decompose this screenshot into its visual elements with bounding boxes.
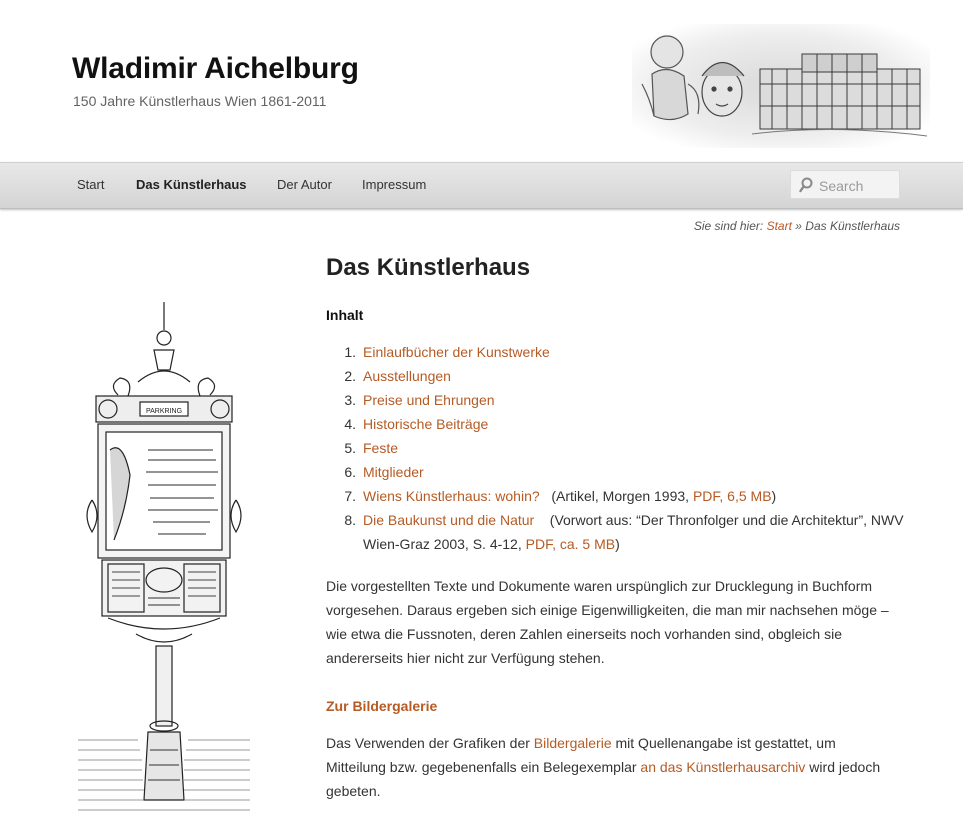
- page-title: Das Künstlerhaus: [326, 254, 531, 281]
- toc-number: 1.: [344, 344, 356, 360]
- nav-item-kuenstlerhaus[interactable]: Das Künstlerhaus: [136, 177, 247, 192]
- toc-link-preise[interactable]: Preise und Ehrungen: [363, 392, 495, 408]
- toc-link-ausstellungen[interactable]: Ausstellungen: [363, 368, 451, 384]
- search-input[interactable]: [817, 175, 899, 197]
- main-navigation: [0, 162, 963, 209]
- toc-number: 7.: [344, 488, 356, 504]
- search-icon: [799, 177, 813, 193]
- toc-number: 5.: [344, 440, 356, 456]
- toc-link-wiens-kuenstlerhaus[interactable]: Wiens Künstlerhaus: wohin?: [363, 488, 540, 504]
- toc-item: [326, 388, 926, 412]
- toc-note: (Vorwort aus: “Der Thronfolger und die Architektur”, NWV Wien-Graz 2003, S. 4-12,: [363, 512, 904, 552]
- toc-item: [326, 460, 926, 484]
- toc-note: (Artikel, Morgen 1993,: [551, 488, 693, 504]
- breadcrumb-prefix: Sie sind hier:: [693, 219, 764, 233]
- advertising-kiosk-illustration: [78, 300, 250, 818]
- breadcrumb-current: Das Künstlerhaus: [805, 219, 900, 233]
- toc-item: [326, 436, 926, 460]
- toc-number: 8.: [344, 512, 356, 528]
- toc-link-feste[interactable]: Feste: [363, 440, 399, 456]
- toc-number: 3.: [344, 392, 356, 408]
- toc-link-einlaufbuecher[interactable]: Einlaufbücher der Kunstwerke: [363, 344, 550, 360]
- site-title[interactable]: Wladimir Aichelburg: [72, 52, 359, 85]
- pdf-link[interactable]: PDF, ca. 5 MB: [525, 536, 616, 552]
- pdf-link[interactable]: PDF, 6,5 MB: [692, 488, 772, 504]
- site-description: 150 Jahre Künstlerhaus Wien 1861-2011: [73, 93, 327, 109]
- gallery-heading: Zur Bildergalerie: [326, 698, 438, 714]
- toc-item: [326, 412, 926, 436]
- toc-number: 6.: [344, 464, 356, 480]
- table-of-contents: [326, 340, 926, 556]
- nav-item-start[interactable]: Start: [77, 177, 105, 192]
- nav-item-autor[interactable]: Der Autor: [277, 177, 332, 192]
- toc-item: [326, 364, 926, 388]
- archive-link[interactable]: an das Künstlerhausarchiv: [640, 759, 806, 775]
- toc-link-baukunst[interactable]: Die Baukunst und die Natur: [363, 512, 535, 528]
- gallery-text-3: wird jedoch gebeten.: [326, 759, 881, 799]
- gallery-text-2: mit Quellenangabe ist gestattet, um Mitteilung bzw. gegebenenfalls ein Belegexemplar: [326, 735, 836, 775]
- gallery-paragraph: [326, 731, 886, 803]
- breadcrumb-separator: »: [795, 219, 802, 233]
- breadcrumb-start-link[interactable]: Start: [766, 219, 792, 233]
- search-box[interactable]: [790, 170, 900, 199]
- gallery-text-1: Das Verwenden der Grafiken der: [326, 735, 534, 751]
- toc-number: 4.: [344, 416, 356, 432]
- toc-item: [326, 340, 926, 364]
- kiosk-sign-label: PARKRING: [145, 408, 183, 415]
- toc-item: [326, 484, 926, 508]
- toc-note-end: ): [615, 536, 620, 552]
- header-image: [632, 24, 930, 148]
- nav-item-impressum[interactable]: Impressum: [362, 177, 427, 192]
- toc-item: [326, 508, 926, 556]
- toc-link-historische-beitraege[interactable]: Historische Beiträge: [363, 416, 489, 432]
- toc-note-end: ): [771, 488, 777, 504]
- toc-number: 2.: [344, 368, 356, 384]
- breadcrumb: [694, 219, 900, 233]
- intro-paragraph: Die vorgestellten Texte und Dokumente waren urspünglich zur Drucklegung in Buchform vorgesehen. Daraus ergeben sich einige Eigenwilligkeiten, die man mir nachsehen möge – wie etwa die Fussnoten, deren Zahlen einerseits noch vorhanden sind, obgleich sie andererseits hier nicht zur Verfügung stehen.: [326, 578, 889, 666]
- toc-heading: Inhalt: [326, 307, 364, 323]
- bildergalerie-link[interactable]: Bildergalerie: [533, 735, 612, 751]
- toc-link-mitglieder[interactable]: Mitglieder: [363, 464, 424, 480]
